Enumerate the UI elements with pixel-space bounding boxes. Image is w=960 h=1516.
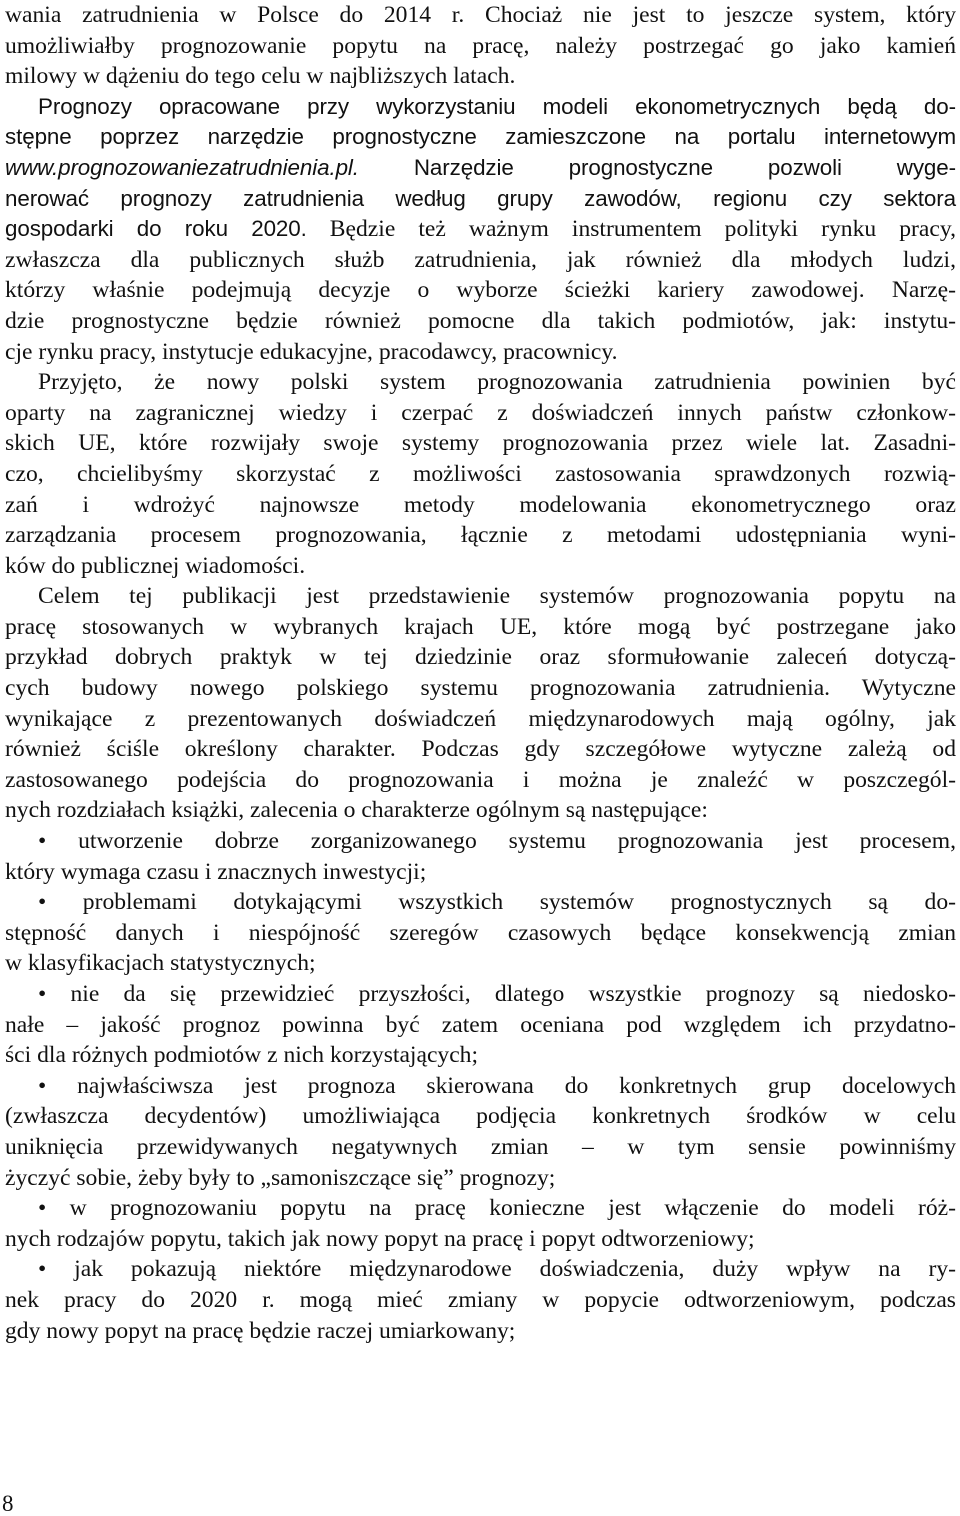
text-line: ków do publicznej wiadomości. <box>5 552 306 579</box>
bullet-line: w klasyfikacjach statystycznych; <box>5 950 316 977</box>
text-line: nerować prognozy zatrudnienia według grupy zawodów, regionu czy sektora <box>5 185 956 211</box>
text-line: zwłaszcza dla publicznych służb zatrudnienia, jak również dla młodych ludzi, <box>5 246 956 273</box>
bullet-line: • problemami dotykającymi wszystkich systemów prognostycznych są do- <box>38 889 956 916</box>
body-text <box>5 0 956 1346</box>
text-line: przykład dobrych praktyk w tej dziedzinie oraz sformułowanie zaleceń dotyczą- <box>5 644 956 671</box>
text-line: Prognozy opracowane przy wykorzystaniu modeli ekonometrycznych będą do- <box>38 93 956 119</box>
bullet-line: • nie da się przewidzieć przyszłości, dlatego wszystkie prognozy są niedosko- <box>38 981 956 1007</box>
bullet-line: nek pracy do 2020 r. mogą mieć zmiany w popycie odtworzeniowym, podczas <box>5 1286 956 1313</box>
text-line: cych budowy nowego polskiego systemu prognozowania zatrudnienia. Wytyczne <box>5 675 956 702</box>
text-line <box>5 153 956 184</box>
text-line: wania zatrudnienia w Polsce do 2014 r. Chociaż nie jest to jeszcze system, który <box>5 2 956 28</box>
bullet-line: gdy nowy popyt na pracę będzie raczej umiarkowany; <box>5 1317 516 1344</box>
page-number: 8 <box>2 1491 14 1516</box>
bullet-line: życzyć sobie, żeby były to „samoniszczące się” prognozy; <box>5 1164 556 1191</box>
text-line: zastosowanego podejścia do prognozowania i można je znaleźć w poszczegól- <box>5 766 956 793</box>
portal-url: www.prognozowaniezatrudnienia.pl. <box>5 154 359 180</box>
bullet-line: • jak pokazują niektóre międzynarodowe doświadczenia, duży wpływ na ry- <box>38 1256 956 1283</box>
bullet-line: uniknięcia przewidywanych negatywnych zmian – w tym sensie powinniśmy <box>5 1133 956 1160</box>
text-line: oparty na zagranicznej wiedzy i czerpać z doświadczeń innych państw członkow- <box>5 399 956 426</box>
text-line: stępne poprzez narzędzie prognostyczne zamieszczone na portalu internetowym <box>5 124 956 150</box>
text-line: zarządzania procesem prognozowania, łącznie z metodami udostępniania wyni- <box>5 522 956 549</box>
bullet-line: • utworzenie dobrze zorganizowanego systemu prognozowania jest procesem, <box>38 828 956 855</box>
text-line: cje rynku pracy, instytucje edukacyjne, pracodawcy, pracownicy. <box>5 338 618 365</box>
text-fragment: Narzędzie prognostyczne pozwoli wyge- <box>358 154 956 180</box>
text-line: Przyjęto, że nowy polski system prognozowania zatrudnienia powinien być <box>38 369 956 396</box>
text-fragment: Będzie też ważnym instrumentem polityki rynku pracy, <box>306 216 956 243</box>
text-line <box>5 214 956 245</box>
text-line: zań i wdrożyć najnowsze metody modelowania ekonometrycznego oraz <box>5 491 956 518</box>
text-line: Celem tej publikacji jest przedstawienie systemów prognozowania popytu na <box>38 583 956 610</box>
text-line: czo, chcielibyśmy skorzystać z możliwości zastosowania sprawdzonych rozwią- <box>5 460 956 487</box>
bullet-line: • w prognozowaniu popytu na pracę konieczne jest włączenie do modeli róż- <box>38 1195 956 1222</box>
bullet-line: nych rodzajów popytu, takich jak nowy popyt na pracę i popyt odtworzeniowy; <box>5 1225 755 1252</box>
text-line: skich UE, które rozwijały swoje systemy prognozowania przez wiele lat. Zasadni- <box>5 430 956 457</box>
bullet-line: ści dla różnych podmiotów z nich korzystających; <box>5 1042 479 1069</box>
text-line: wynikające z prezentowanych doświadczeń międzynarodowych mają ogólny, jak <box>5 705 956 732</box>
text-line: również ściśle określony charakter. Podczas gdy szczegółowe wytyczne zależą od <box>5 736 956 763</box>
text-fragment: gospodarki do roku 2020. <box>5 216 307 242</box>
bullet-line: • najwłaściwsza jest prognoza skierowana do konkretnych grup docelowych <box>38 1072 956 1099</box>
text-line: umożliwiałby prognozowanie popytu na pracę, należy postrzegać go jako kamień <box>5 32 956 59</box>
text-line: którzy właśnie podejmują decyzje o wyborze ścieżki kariery zawodowej. Narzę- <box>5 277 956 304</box>
text-line: nych rozdziałach książki, zalecenia o charakterze ogólnym są następujące: <box>5 797 708 824</box>
bullet-line: (zwłaszcza decydentów) umożliwiająca podjęcia konkretnych środków w celu <box>5 1103 956 1130</box>
bullet-line: który wymaga czasu i znacznych inwestycji; <box>5 858 427 885</box>
text-line: dzie prognostyczne będzie również pomocne dla takich podmiotów, jak: instytu- <box>5 307 956 334</box>
text-line: pracę stosowanych w wybranych krajach UE, które mogą być postrzegane jako <box>5 613 956 640</box>
document-page <box>5 0 956 1346</box>
bullet-line: nałe – jakość prognoz powinna być zatem oceniana pod względem ich przydatno- <box>5 1011 956 1038</box>
text-line: milowy w dążeniu do tego celu w najbliższych latach. <box>5 63 516 90</box>
bullet-line: stępność danych i niespójność szeregów czasowych będące konsekwencją zmian <box>5 919 956 946</box>
